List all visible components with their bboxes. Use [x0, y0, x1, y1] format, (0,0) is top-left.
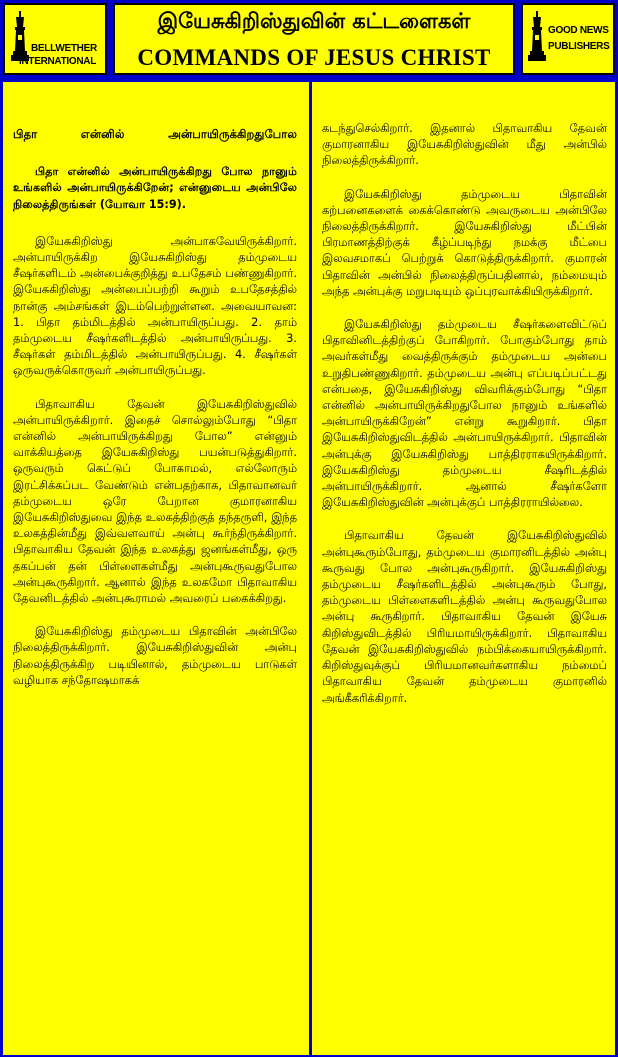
right-column-text	[322, 120, 607, 723]
title-banner	[113, 3, 515, 75]
left-logo-line1: BELLWETHER	[31, 43, 97, 54]
left-logo-line2: INTERNATIONAL	[19, 56, 97, 67]
paragraph: பிதாவாகிய தேவன் இயேசுகிறிஸ்துவில் அன்பாயிருக்கிறார். இதைச் சொல்லும்போது “பிதா என்னில் அன்பாயிருக்கிறது போல” என்னும் வாக்கியத்தை இயேசுகிறிஸ்து பயன்படுத்துகிறார். ஒருவரும் கெட்டுப் போகாமல், எல்லோரும் இரட்சிக்கப்பட வேண்டும் என்பதற்காக, பிதாவானவர் தம்முடைய ஒரே பேறான குமாரனாகிய இயேசுகிறிஸ்துவை இந்த உலகத்திற்குத் தந்தருளி, இந்த உலகத்தின்மீது இவ்வளவாய் அன்பு கூர்ந்திருக்கிறார். பிதாவாகிய தேவன் இந்த உலகத்து ஜனங்கள்மீது, ஒரு தகப்பன் தன் பிள்ளைகள்மீது அன்புகூருவதுபோல அன்புகூருகிறார். ஆனால் இந்த உலகமோ பிதாவாகிய தேவனிடத்தில் அன்புகூராமல் அவரைப் பகைக்கிறது.	[13, 396, 297, 606]
good-news-logo	[521, 3, 615, 75]
title-english: COMMANDS OF JESUS CHRIST	[137, 45, 491, 70]
right-logo-line2: PUBLISHERS	[548, 41, 610, 52]
paragraph: இயேசுகிறிஸ்து அன்பாகவேயிருக்கிறார். அன்பாயிருக்கிற இயேசுகிறிஸ்து தம்முடைய சீஷர்களிடம் அன்பைக்குறித்து உபதேசம் பண்ணுகிறார். இயேசுகிறிஸ்து அன்பைப்பற்றி கூறும் உபதேசத்தில் நான்கு அம்சங்கள் இடம்பெற்றுள்ளன. அவையாவன: 1. பிதா தம்மிடத்தில் அன்பாயிருப்பது. 2. தாம் தம்முடைய சீஷர்களிடத்தில் அன்பாயிருப்பது. 3. சீஷர்கள் தம்மிடத்தில் அன்பாயிருப்பது. 4. சீஷர்கள் ஒருவருக்கொருவர் அன்பாயிருப்பது.	[13, 233, 297, 378]
paragraph: பிதாவாகிய தேவன் இயேசுகிறிஸ்துவில் அன்புகூரும்போது, தம்முடைய குமாரனிடத்தில் அன்பு கூருவது போல அன்புகூருகிறார். இயேசுகிறிஸ்து தம்முடைய சீஷர்களிடத்தில் அன்புகூரும் போது, தம்முடைய பிள்ளைகளிடத்தில் அன்பு கூருவதுபோல அன்பு கூருகிறார். பிதாவாகிய தேவன் இயேசு கிறிஸ்துவிடத்தில் பிரியமாயிருக்கிறார். பிதாவாகிய தேவன் இயேசுகிறிஸ்துவில் நம்பிக்கையாயிருக்கிறார். கிறிஸ்துவுக்குப் பிரியமானவர்களாகிய நம்மைப் பிதாவாகிய தேவன் தம்முடைய குமாரனில் அங்கீகரிக்கிறார்.	[322, 528, 607, 705]
title-tamil: இயேசுகிறிஸ்துவின் கட்டளைகள்	[157, 9, 471, 33]
bible-verse: பிதா என்னில் அன்பாயிருக்கிறது போல நானும் உங்களில் அன்பாயிருக்கிறேன்; என்னுடைய அன்பிலே நிலைத்திருங்கள் (யோவா 15:9).	[13, 165, 297, 211]
right-column	[312, 82, 615, 1055]
bellwether-logo	[3, 3, 107, 75]
paragraph: கடந்துசெல்கிறார். இதனால் பிதாவாகிய தேவன் குமாரனாகிய இயேசுகிறிஸ்துவின் மீது அன்பில் நிலைத்திருக்கிறார்.	[322, 121, 607, 168]
tower-icon	[528, 11, 546, 63]
page-header	[0, 0, 618, 80]
paragraph: இயேசுகிறிஸ்து தம்முடைய பிதாவின் கற்பனைகளைக் கைக்கொண்டு அவருடைய அன்பிலே நிலைத்திருக்கிறார். இயேசுகிறிஸ்து மீட்பின் பிரமாணத்திற்குக் கீழ்ப்படிந்து நமக்கு மீட்பை இலவசமாகப் பெற்றுக் கொடுத்திருக்கிறார். குமாரன் பிதாவின் அன்பில் நிலைத்திருப்பதினால், நம்மையும் அந்த அன்புக்கு மறுபடியும் ஒப்புரவாக்கியிருக்கிறார்.	[322, 186, 607, 298]
paragraph: இயேசுகிறிஸ்து தம்முடைய பிதாவின் அன்பிலே நிலைத்திருக்கிறார். இயேசுகிறிஸ்துவின் அன்பு நிலைத்திருக்கிற படியினால், தம்முடைய பாடுகள் வழியாக சந்தோஷமாகக்	[13, 624, 297, 687]
section-heading: பிதா என்னில் அன்பாயிருக்கிறதுபோல	[13, 127, 297, 141]
paragraph: இயேசுகிறிஸ்து தம்முடைய சீஷர்களைவிட்டுப் பிதாவினிடத்திற்குப் போகிறார். போகும்போது தாம் அவர்கள்மீது வைத்திருக்கும் தம்முடைய அன்பை உறுதிபண்ணுகிறார். தம்முடைய அன்பு எப்படிப்பட்டது என்பதை, இயேசுகிறிஸ்து விவரிக்கும்போது “பிதா என்னில் அன்பாயிருக்கிறதுபோல நானும் உங்களில் அன்பாயிருக்கிறேன்” என்று கூறுகிறார். பிதா இயேசுகிறிஸ்துவிடத்தில் அன்பாயிருக்கிறார். பிதாவின் அன்புக்கு இயேசுகிறிஸ்து பாத்திரராகயிருக்கிறார். இயேசுகிறிஸ்து தம்முடைய சீஷரிடத்தில் அன்பாயிருக்கிறார். ஆனால் சீஷர்களோ இயேசுகிறிஸ்துவின் அன்புக்குப் பாத்திரராயில்லை.	[322, 317, 607, 510]
left-column-text	[13, 126, 297, 705]
left-column	[3, 82, 309, 1055]
right-logo-line1: GOOD NEWS	[548, 25, 609, 36]
